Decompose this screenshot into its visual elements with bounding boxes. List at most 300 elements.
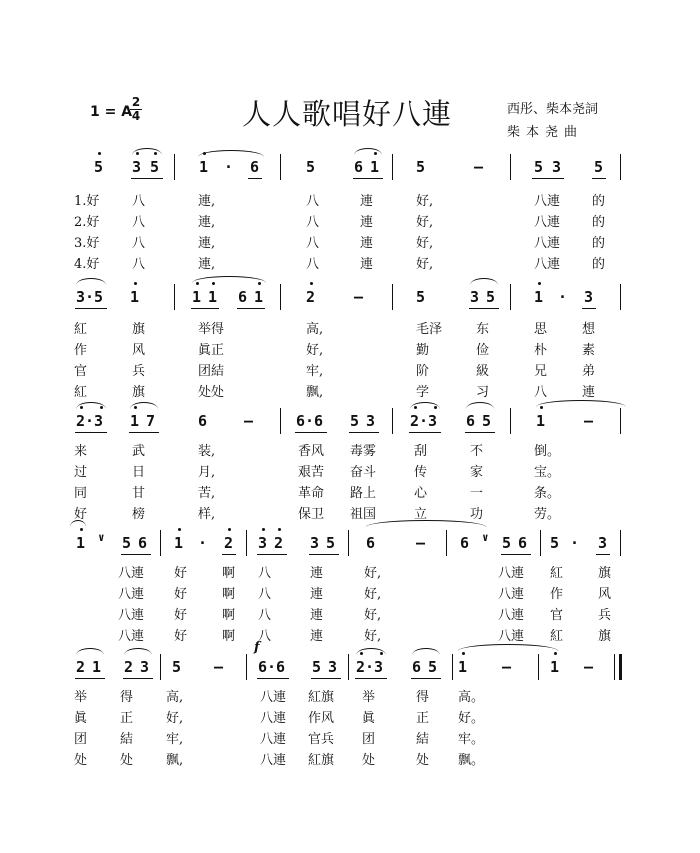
lyric: 的 — [592, 236, 606, 251]
lyric: 八 — [258, 566, 272, 581]
lyric: 革命 — [298, 486, 325, 501]
lyric: 过 — [74, 465, 88, 480]
lyric: 八 — [132, 257, 146, 272]
lyric: 的 — [592, 215, 606, 230]
lyric: 紅 — [550, 629, 564, 644]
lyric: 連 — [360, 194, 374, 209]
note: 1 — [199, 158, 209, 176]
note: — — [416, 534, 426, 552]
lyric: 作 — [74, 343, 88, 358]
barline — [174, 284, 175, 310]
note: 1 — [536, 412, 546, 430]
lyric: 旗 — [132, 385, 146, 400]
slur — [536, 400, 626, 407]
lyric: 条。 — [534, 486, 561, 501]
barline — [392, 154, 393, 180]
note: — — [244, 412, 254, 430]
underline — [75, 308, 107, 309]
lyric: 眞 — [362, 711, 376, 726]
barline — [620, 408, 621, 434]
lyric: 风 — [132, 343, 146, 358]
note: 3 — [140, 658, 150, 676]
underline — [592, 178, 606, 179]
lyric: 好, — [364, 608, 382, 623]
slur — [366, 520, 486, 527]
lyric: 东 — [476, 322, 490, 337]
lyric: 八連 — [260, 690, 287, 705]
underline — [532, 178, 564, 179]
lyric: 正 — [416, 711, 430, 726]
lyric: 飘。 — [458, 753, 485, 768]
barline — [510, 284, 511, 310]
lyric: 高, — [166, 690, 184, 705]
note: 1 — [174, 534, 184, 552]
lyric: 八連 — [118, 629, 145, 644]
lyric-line-3 — [74, 482, 634, 503]
lyric: 八 — [132, 215, 146, 230]
notes-row — [74, 406, 634, 436]
lyric: 奋斗 — [350, 465, 377, 480]
note: 5 — [326, 534, 336, 552]
lyric: 劳。 — [534, 507, 561, 522]
lyric: 八 — [258, 629, 272, 644]
lyric-line-2 — [74, 211, 634, 232]
note: 1 — [130, 288, 140, 306]
dot — [178, 528, 181, 531]
dot — [80, 528, 83, 531]
slur — [76, 402, 106, 409]
notes-row — [74, 282, 634, 312]
underline — [596, 554, 610, 555]
dot — [462, 652, 465, 655]
lyric: 好, — [364, 629, 382, 644]
lyric: 旗 — [132, 322, 146, 337]
barline — [280, 408, 281, 434]
note: 5 — [594, 158, 604, 176]
lyric-line-1 — [74, 318, 634, 339]
underline — [237, 308, 265, 309]
lyric: 勤 — [416, 343, 430, 358]
note: 3 — [258, 534, 268, 552]
lyric: 八連 — [260, 732, 287, 747]
lyric: 好, — [416, 194, 434, 209]
composer-credit: 柴本尧曲 — [507, 125, 584, 140]
note: 6 — [466, 412, 476, 430]
note: 2·3 — [76, 412, 104, 430]
underline — [75, 678, 105, 679]
lyric: 八連 — [260, 753, 287, 768]
barline — [620, 530, 621, 556]
lyric: 好, — [306, 343, 324, 358]
lyric: 阶 — [416, 364, 430, 379]
note: — — [214, 658, 224, 676]
lyric: 八 — [258, 587, 272, 602]
note: 6·6 — [258, 658, 286, 676]
notes-row — [74, 152, 634, 182]
lyric-line-1 — [74, 440, 634, 461]
lyric: 結 — [416, 732, 430, 747]
note: 2 — [76, 658, 86, 676]
lyric-line-1 — [74, 686, 634, 707]
lyric: 好, — [416, 257, 434, 272]
note: 3·5 — [76, 288, 104, 306]
note: 6 — [354, 158, 364, 176]
note: 3 — [584, 288, 594, 306]
lyric: 功 — [470, 507, 484, 522]
lyric: 毛泽 — [416, 322, 443, 337]
lyric: 想 — [582, 322, 596, 337]
dot — [538, 282, 541, 285]
slur — [458, 644, 558, 651]
lyric: 心 — [414, 486, 428, 501]
note: 2 — [124, 658, 134, 676]
dot — [98, 152, 101, 155]
lyric: 素 — [582, 343, 596, 358]
final-barline — [614, 654, 615, 680]
dot — [278, 528, 281, 531]
note: 5 — [550, 534, 560, 552]
lyric: 弟 — [582, 364, 596, 379]
lyric: 八 — [306, 236, 320, 251]
slur — [130, 402, 158, 409]
note: ∨ — [98, 531, 105, 544]
note: 6·6 — [296, 412, 324, 430]
lyric: 武 — [132, 444, 146, 459]
notes-row — [74, 528, 634, 558]
lyric: 团 — [362, 732, 376, 747]
lyric: 官 — [74, 364, 88, 379]
lyric: 好, — [364, 566, 382, 581]
lyric: 旗 — [598, 629, 612, 644]
note: 2·3 — [356, 658, 384, 676]
lyric: 装, — [198, 444, 216, 459]
note: 3 — [470, 288, 480, 306]
barline — [510, 154, 511, 180]
lyric: 1.好 — [74, 194, 100, 209]
lyric: 啊 — [222, 629, 236, 644]
note: 5 — [122, 534, 132, 552]
underline — [129, 432, 159, 433]
underline — [248, 178, 262, 179]
lyric: 4.好 — [74, 257, 100, 272]
lyric: 作风 — [308, 711, 335, 726]
lyric: 举 — [362, 690, 376, 705]
barline — [160, 654, 161, 680]
lyric: 八連 — [534, 215, 561, 230]
time-signature — [130, 96, 142, 123]
barline — [620, 154, 621, 180]
note: 6 — [198, 412, 208, 430]
lyric: 連 — [582, 385, 596, 400]
note: — — [474, 158, 484, 176]
slur — [198, 150, 264, 157]
lyric: 团 — [74, 732, 88, 747]
lyric: 結 — [120, 732, 134, 747]
lyric: 香风 — [298, 444, 325, 459]
barline — [246, 530, 247, 556]
meter-bottom: 4 — [131, 109, 141, 123]
note: 3 — [598, 534, 608, 552]
note: 5 — [172, 658, 182, 676]
barline — [160, 530, 161, 556]
note: 3 — [310, 534, 320, 552]
barline — [348, 654, 349, 680]
lyric: 八連 — [118, 608, 145, 623]
lyric: 好 — [74, 507, 88, 522]
lyric: 牢, — [166, 732, 184, 747]
lyric: 連 — [360, 257, 374, 272]
underline — [311, 678, 341, 679]
lyric: 紅旗 — [308, 690, 335, 705]
key-signature: 1 = A — [90, 104, 133, 120]
note: 2·3 — [410, 412, 438, 430]
note: — — [584, 658, 594, 676]
note: 5 — [534, 158, 544, 176]
lyric-line-4 — [74, 253, 634, 274]
lyric: 八連 — [498, 629, 525, 644]
lyric: 作 — [550, 587, 564, 602]
lyric: 啊 — [222, 608, 236, 623]
note: 5 — [428, 658, 438, 676]
underline — [353, 178, 383, 179]
lyric: 八 — [132, 194, 146, 209]
underline — [349, 432, 379, 433]
lyric: 八 — [258, 608, 272, 623]
lyric-line-3 — [74, 604, 634, 625]
lyric: 八 — [534, 385, 548, 400]
dynamic-mark: f — [254, 640, 260, 655]
note: 6 — [138, 534, 148, 552]
lyric-line-3 — [74, 360, 634, 381]
lyric: 兵 — [598, 608, 612, 623]
note: 7 — [146, 412, 156, 430]
lyric: 連 — [310, 587, 324, 602]
lyric: 連 — [310, 566, 324, 581]
lyric: 得 — [120, 690, 134, 705]
note: 2 — [274, 534, 284, 552]
lyric: 榜 — [132, 507, 146, 522]
note: · — [558, 288, 568, 306]
note: 1 — [208, 288, 218, 306]
note: 1 — [130, 412, 140, 430]
underline — [465, 432, 495, 433]
barline — [280, 284, 281, 310]
page-title: 人人歌唱好八連 — [242, 97, 453, 131]
lyric: 好 — [174, 608, 188, 623]
lyric: 旗 — [598, 566, 612, 581]
lyric-line-3 — [74, 728, 634, 749]
note: 6 — [412, 658, 422, 676]
note: 2 — [306, 288, 316, 306]
lyric: 八 — [132, 236, 146, 251]
barline — [452, 654, 453, 680]
lyric: 連 — [310, 629, 324, 644]
lyric: 紅旗 — [308, 753, 335, 768]
note: — — [502, 658, 512, 676]
lyric: 紅 — [74, 322, 88, 337]
slur — [124, 648, 152, 655]
barline — [392, 408, 393, 434]
lyric: 立 — [414, 507, 428, 522]
note: 1 — [550, 658, 560, 676]
lyric: 好。 — [458, 711, 485, 726]
lyric: 2.好 — [74, 215, 100, 230]
lyric: 得 — [416, 690, 430, 705]
lyric: 連 — [310, 608, 324, 623]
lyric: 連 — [360, 215, 374, 230]
note: 1 — [254, 288, 264, 306]
lyric: 风 — [598, 587, 612, 602]
barline — [174, 154, 175, 180]
lyric: 高, — [306, 322, 324, 337]
lyric: 紅 — [550, 566, 564, 581]
note: 1 — [192, 288, 202, 306]
lyric-line-4 — [74, 503, 634, 524]
note: 5 — [306, 158, 316, 176]
lyric: 保卫 — [298, 507, 325, 522]
lyric: 来 — [74, 444, 88, 459]
lyric: 习 — [476, 385, 490, 400]
barline — [246, 654, 247, 680]
underline — [582, 308, 596, 309]
lyric: 路上 — [350, 486, 377, 501]
lyric: 八連 — [534, 257, 561, 272]
note: · — [224, 158, 234, 176]
underline — [411, 678, 441, 679]
slur — [76, 648, 104, 655]
lyric: 官 — [550, 608, 564, 623]
lyric: 甘 — [132, 486, 146, 501]
underline — [257, 554, 287, 555]
lyric-line-1 — [74, 562, 634, 583]
lyric: 思 — [534, 322, 548, 337]
underline — [409, 432, 441, 433]
note: ∨ — [482, 531, 489, 544]
lyric: 处 — [416, 753, 430, 768]
barline — [510, 408, 511, 434]
lyric: 宝。 — [534, 465, 561, 480]
underline — [121, 554, 151, 555]
note: — — [584, 412, 594, 430]
note: 5 — [416, 158, 426, 176]
lyric: 处处 — [198, 385, 225, 400]
lyric: 官兵 — [308, 732, 335, 747]
underline — [131, 178, 163, 179]
lyric: 处 — [362, 753, 376, 768]
note: 5 — [94, 158, 104, 176]
underline — [501, 554, 531, 555]
lyric: 好 — [174, 587, 188, 602]
note: 5 — [150, 158, 160, 176]
note: 1 — [458, 658, 468, 676]
lyric: 八連 — [498, 587, 525, 602]
lyric: 学 — [416, 385, 430, 400]
note: · — [570, 534, 580, 552]
lyric: 倒。 — [534, 444, 561, 459]
lyric: 八連 — [498, 566, 525, 581]
lyric: 好, — [166, 711, 184, 726]
underline — [295, 432, 327, 433]
barline — [280, 154, 281, 180]
slur — [466, 402, 494, 409]
underline — [355, 678, 387, 679]
note: — — [354, 288, 364, 306]
lyric: 八連 — [534, 194, 561, 209]
note: 3 — [328, 658, 338, 676]
lyric: 牢。 — [458, 732, 485, 747]
note: 5 — [416, 288, 426, 306]
slur — [356, 648, 386, 655]
lyric: 正 — [120, 711, 134, 726]
lyric-line-2 — [74, 461, 634, 482]
dot — [262, 528, 265, 531]
lyric-line-1 — [74, 190, 634, 211]
lyric: 連, — [198, 236, 216, 251]
underline — [469, 308, 499, 309]
lyric: 好 — [174, 629, 188, 644]
note: 5 — [350, 412, 360, 430]
lyric: 啊 — [222, 566, 236, 581]
lyric-line-3 — [74, 232, 634, 253]
barline — [348, 530, 349, 556]
barline — [538, 654, 539, 680]
lyric: 連, — [198, 257, 216, 272]
lyric: 艰苦 — [298, 465, 325, 480]
lyric: 連, — [198, 215, 216, 230]
lyric: 飘, — [166, 753, 184, 768]
note: 6 — [238, 288, 248, 306]
note: 5 — [502, 534, 512, 552]
lyric: 高。 — [458, 690, 485, 705]
lyric-line-2 — [74, 583, 634, 604]
dot — [554, 652, 557, 655]
lyric: 一 — [470, 486, 484, 501]
note: 5 — [482, 412, 492, 430]
barline — [620, 284, 621, 310]
lyricist-credit: 西彤、柴本尧詞 — [507, 102, 599, 117]
underline — [222, 554, 236, 555]
lyric-line-2 — [74, 707, 634, 728]
lyric: 俭 — [476, 343, 490, 358]
notes-row — [74, 640, 634, 682]
lyric: 举 — [74, 690, 88, 705]
lyric: 啊 — [222, 587, 236, 602]
lyric: 八連 — [118, 587, 145, 602]
barline — [446, 530, 447, 556]
lyric-line-2 — [74, 339, 634, 360]
lyric: 传 — [414, 465, 428, 480]
lyric: 連, — [198, 194, 216, 209]
slur — [192, 276, 266, 283]
lyric: 好 — [174, 566, 188, 581]
lyric-line-4 — [74, 625, 634, 646]
underline — [257, 678, 289, 679]
lyric-line-4 — [74, 381, 634, 402]
lyric: 八連 — [260, 711, 287, 726]
lyric: 連 — [360, 236, 374, 251]
lyric: 八 — [306, 215, 320, 230]
lyric: 八 — [306, 194, 320, 209]
note: 6 — [518, 534, 528, 552]
barline — [392, 284, 393, 310]
lyric: 处 — [120, 753, 134, 768]
slur — [354, 148, 382, 155]
note: 3 — [366, 412, 376, 430]
lyric: 的 — [592, 194, 606, 209]
note: 3 — [552, 158, 562, 176]
slur — [132, 148, 162, 155]
underline — [123, 678, 153, 679]
